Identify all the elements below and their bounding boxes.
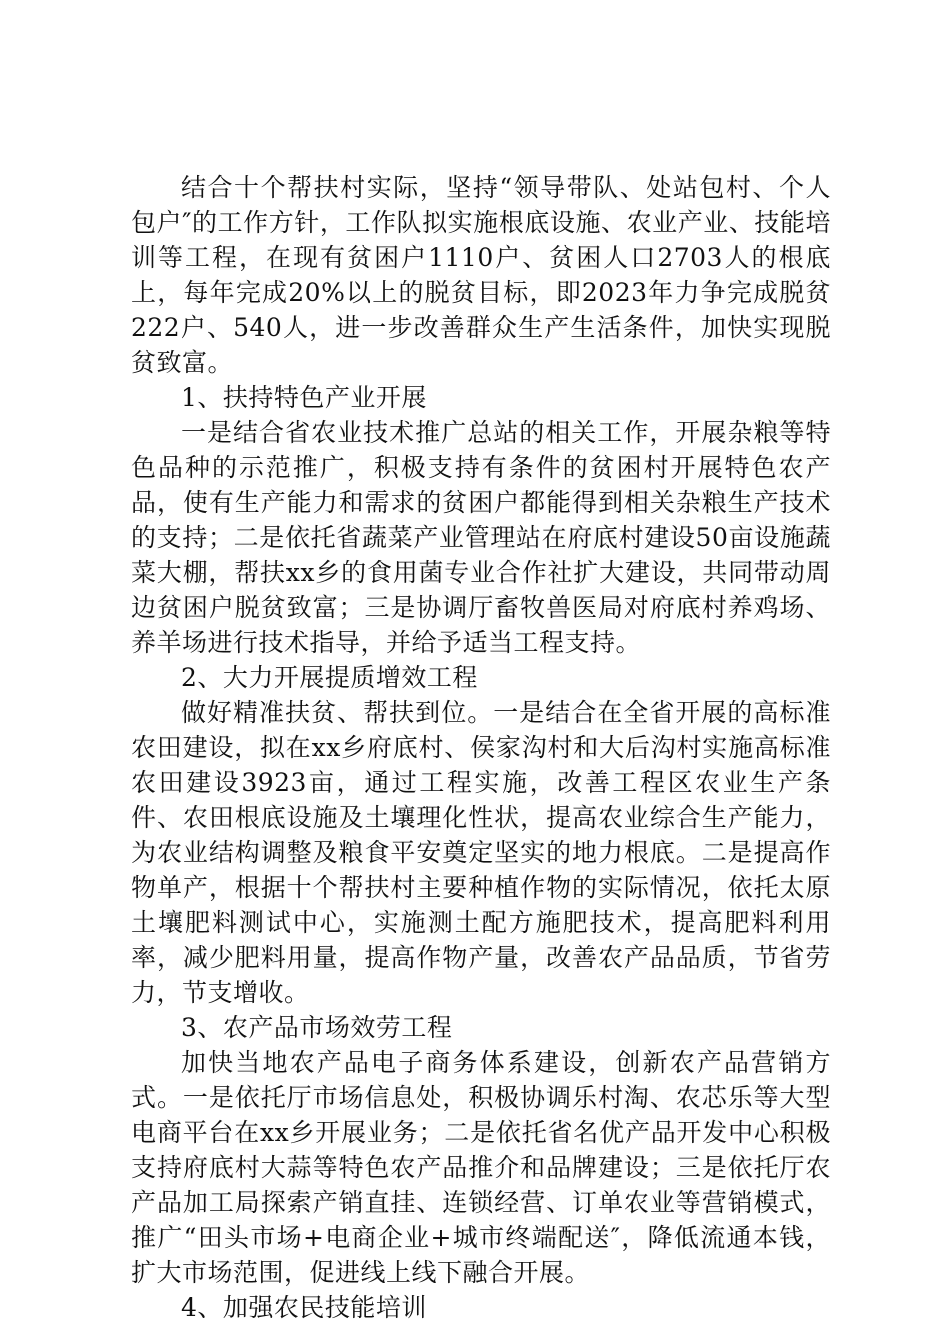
- section-3-paragraph: 加快当地农产品电子商务体系建设，创新农产品营销方式。一是依托厅市场信息处，积极协调乐村淘、农芯乐等大型电商平台在xx乡开展业务；二是依托省名优产品开发中心积极支持府底村大蒜等特色农产品推介和品牌建设；三是依托厅农产品加工局探索产销直挂、连锁经营、订单农业等营销模式，推广“田头市场+电商企业+城市终端配送″，降低流通本钱，扩大市场范围，促进线上线下融合开展。: [131, 1048, 831, 1287]
- section-heading-3: 3、农产品市场效劳工程: [181, 1013, 453, 1042]
- section-1-paragraph: 一是结合省农业技术推广总站的相关工作，开展杂粮等特色品种的示范推广，积极支持有条件的贫困村开展特色农产品，使有生产能力和需求的贫困户都能得到相关杂粮生产技术的支持；二是依托省蔬菜产业管理站在府底村建设50亩设施蔬菜大棚，帮扶xx乡的食用菌专业合作社扩大建设，共同带动周边贫困户脱贫致富；三是协调厅畜牧兽医局对府底村养鸡场、养羊场进行技术指导，并给予适当工程支持。: [131, 418, 831, 657]
- section-heading-4: 4、加强农民技能培训: [181, 1293, 427, 1322]
- document-body: [131, 170, 831, 1325]
- section-2-paragraph: 做好精准扶贫、帮扶到位。一是结合在全省开展的高标准农田建设，拟在xx乡府底村、侯家沟村和大后沟村实施高标准农田建设3923亩，通过工程实施，改善工程区农业生产条件、农田根底设施及土壤理化性状，提高农业综合生产能力，为农业结构调整及粮食平安奠定坚实的地力根底。二是提高作物单产，根据十个帮扶村主要种植作物的实际情况，依托太原土壤肥料测试中心，实施测土配方施肥技术，提高肥料利用率，减少肥料用量，提高作物产量，改善农产品品质，节省劳力，节支增收。: [131, 698, 831, 1007]
- section-heading-1: 1、扶持特色产业开展: [181, 383, 427, 412]
- section-heading-2: 2、大力开展提质增效工程: [181, 663, 478, 692]
- intro-paragraph: 结合十个帮扶村实际，坚持“领导带队、处站包村、个人包户″的工作方针，工作队拟实施根底设施、农业产业、技能培训等工程，在现有贫困户1110户、贫困人口2703人的根底上，每年完成20%以上的脱贫目标，即2023年力争完成脱贫222户、540人，进一步改善群众生产生活条件，加快实现脱贫致富。: [131, 173, 831, 377]
